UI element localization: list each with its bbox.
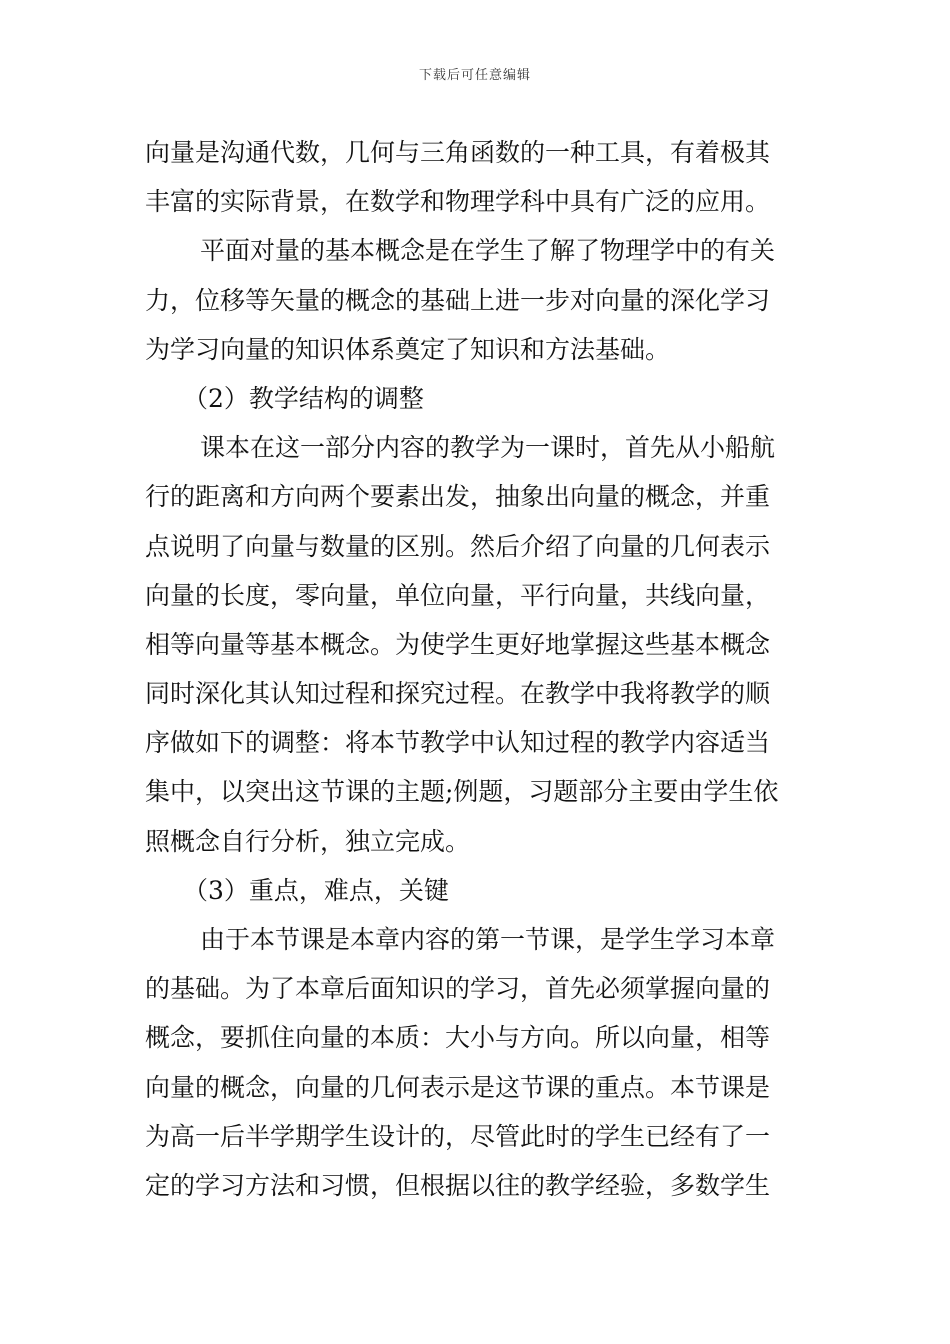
- text-line: 照概念自行分析，独立完成。: [145, 826, 471, 856]
- text-line: 概念，要抓住向量的本质：大小与方向。所以向量，相等: [145, 1023, 771, 1053]
- text-line: 同时深化其认知过程和探究过程。在教学中我将教学的顺: [145, 679, 771, 709]
- text-line: 由于本节课是本章内容的第一节课，是学生学习本章: [200, 925, 776, 954]
- page-header: 下载后可任意编辑: [418, 68, 531, 83]
- text-line: 力，位移等矢量的概念的基础上进一步对向量的深化学习: [145, 285, 771, 315]
- text-line: 向量的长度，零向量，单位向量，平行向量，共线向量，: [145, 580, 771, 610]
- text-line: 向量是沟通代数，几何与三角函数的一种工具，有着极其: [145, 138, 771, 167]
- section-heading: （2）教学结构的调整: [183, 383, 424, 413]
- text-line: 为学习向量的知识体系奠定了知识和方法基础。: [145, 334, 671, 364]
- text-line: 的基础。为了本章后面知识的学习，首先必须掌握向量的: [145, 974, 771, 1004]
- text-line: 定的学习方法和习惯，但根据以往的教学经验，多数学生: [145, 1170, 771, 1200]
- section-heading: （3）重点，难点，关键: [183, 875, 449, 905]
- text-line: 为高一后半学期学生设计的，尽管此时的学生已经有了一: [145, 1121, 771, 1151]
- document-body: [145, 128, 815, 1210]
- text-line: 点说明了向量与数量的区别。然后介绍了向量的几何表示: [145, 531, 771, 561]
- text-line: 向量的概念，向量的几何表示是这节课的重点。本节课是: [145, 1072, 771, 1102]
- text-line: 平面对量的基本概念是在学生了解了物理学中的有关: [200, 236, 776, 266]
- text-line: 课本在这一部分内容的教学为一课时，首先从小船航: [200, 433, 776, 463]
- text-line: 行的距离和方向两个要素出发，抽象出向量的概念，并重: [145, 482, 771, 512]
- text-line: 集中，以突出这节课的主题;例题，习题部分主要由学生依: [145, 777, 779, 807]
- text-line: 相等向量等基本概念。为使学生更好地掌握这些基本概念: [145, 629, 771, 659]
- text-line: 丰富的实际背景，在数学和物理学科中具有广泛的应用。: [145, 187, 771, 217]
- text-line: 序做如下的调整：将本节教学中认知过程的教学内容适当: [145, 728, 771, 758]
